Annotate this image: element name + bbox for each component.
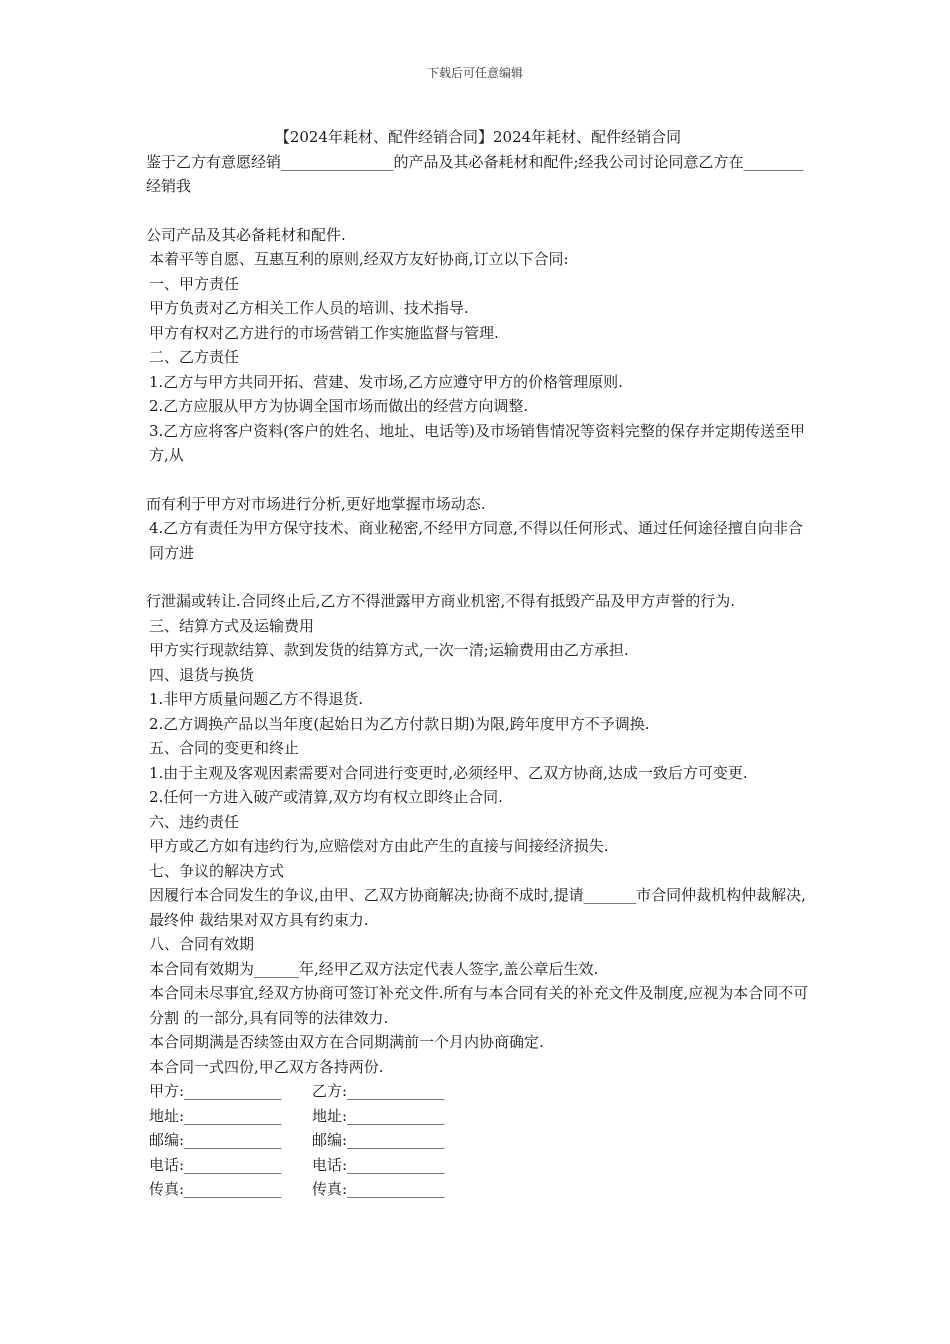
intro-paragraph: 鉴于乙方有意愿经销_______________的产品及其必备耗材和配件;经我公司讨论同意乙方在________经销我 (146, 152, 804, 195)
clause-text: 本合同期满是否续签由双方在合同期满前一个月内协商确定. (149, 1033, 544, 1051)
clause-text: 2.乙方调换产品以当年度(起始日为乙方付款日期)为限,跨年度甲方不予调换. (149, 714, 650, 733)
postcode-field-party-b: 邮编:_____________ (312, 1131, 445, 1149)
fax-field-party-a: 传真:_____________ (149, 1180, 282, 1198)
address-field-party-a: 地址:_____________ (149, 1106, 282, 1125)
document-title: 【2024年耗材、配件经销合同】2024年耗材、配件经销合同 (274, 128, 682, 146)
section-heading: 七、争议的解决方式 (149, 861, 285, 880)
clause-text: 3.乙方应将客户资料(客户的姓名、地址、电话等)及市场销售情况等资料完整的保存并定期传送至甲方,从 (149, 421, 806, 464)
intro-principle: 本着平等自愿、互惠互利的原则,经双方友好协商,订立以下合同: (149, 250, 569, 268)
section-heading: 六、违约责任 (149, 812, 240, 831)
signature-row (146, 1177, 810, 1202)
clause-text: 1.乙方与甲方共同开拓、营建、发市场,乙方应遵守甲方的价格管理原则. (149, 372, 623, 391)
section-heading: 四、退货与换货 (149, 665, 255, 684)
phone-field-party-a: 电话:_____________ (149, 1155, 282, 1174)
section-heading: 八、合同有效期 (149, 935, 255, 953)
paragraph-gap (146, 565, 810, 589)
signature-block (146, 1079, 810, 1202)
phone-field-party-b: 电话:_____________ (312, 1155, 445, 1174)
signature-row (146, 1128, 810, 1153)
clause-text: 本合同一式四份,甲乙双方各持两份. (149, 1057, 384, 1076)
signature-field-party-b: 乙方:_____________ (312, 1082, 445, 1100)
clause-text: 甲方实行现款结算、款到发货的结算方式,一次一清;运输费用由乙方承担. (149, 641, 629, 659)
clause-text: 甲方负责对乙方相关工作人员的培训、技术指导. (149, 299, 469, 317)
clause-text: 1.非甲方质量问题乙方不得退货. (149, 690, 364, 708)
intro-paragraph-continued: 公司产品及其必备耗材和配件. (146, 225, 346, 244)
signature-row (146, 1104, 810, 1129)
clause-text: 1.由于主观及客观因素需要对合同进行变更时,必须经甲、乙双方协商,达成一致后方可变更. (149, 763, 748, 782)
clause-text: 2.任何一方进入破产或清算,双方均有权立即终止合同. (149, 788, 503, 806)
section-heading: 二、乙方责任 (149, 348, 240, 366)
clause-text: 4.乙方有责任为甲方保守技术、商业秘密,不经甲方同意,不得以任何形式、通过任何途径擅自向非合同方进 (149, 519, 803, 562)
clause-text-continued: 而有利于甲方对市场进行分析,更好地掌握市场动态. (146, 494, 486, 513)
signature-row (146, 1153, 810, 1178)
clause-text: 本合同有效期为______年,经甲乙双方法定代表人签字,盖公章后生效. (149, 959, 599, 978)
clause-text: 甲方有权对乙方进行的市场营销工作实施监督与管理. (149, 323, 499, 342)
address-field-party-b: 地址:_____________ (312, 1106, 445, 1125)
contract-document (146, 125, 810, 1202)
section-heading: 三、结算方式及运输费用 (149, 616, 315, 635)
signature-field-party-a: 甲方:_____________ (149, 1082, 282, 1100)
clause-text: 甲方或乙方如有违约行为,应赔偿对方由此产生的直接与间接经济损失. (149, 837, 609, 855)
clause-text: 2.乙方应服从甲方为协调全国市场而做出的经营方向调整. (149, 397, 529, 415)
clause-text: 因履行本合同发生的争议,由甲、乙双方协商解决;协商不成时,提请_______市合同仲裁机构仲裁解决,最终仲 裁结果对双方具有约束力. (149, 886, 806, 929)
paragraph-gap (146, 199, 810, 223)
page-header-note: 下载后可任意编辑 (426, 66, 523, 80)
clause-text: 本合同未尽事宜,经双方协商可签订补充文件.所有与本合同有关的补充文件及制度,应视为本合同不可分割 的一部分,具有同等的法律效力. (149, 984, 809, 1027)
signature-row (146, 1079, 810, 1104)
clause-text-continued: 行泄漏或转让.合同终止后,乙方不得泄露甲方商业机密,不得有抵毁产品及甲方声誉的行为. (146, 592, 736, 610)
postcode-field-party-a: 邮编:_____________ (149, 1131, 282, 1149)
section-heading: 一、甲方责任 (149, 274, 240, 293)
fax-field-party-b: 传真:_____________ (312, 1180, 445, 1198)
section-heading: 五、合同的变更和终止 (149, 739, 300, 757)
paragraph-gap (146, 468, 810, 492)
